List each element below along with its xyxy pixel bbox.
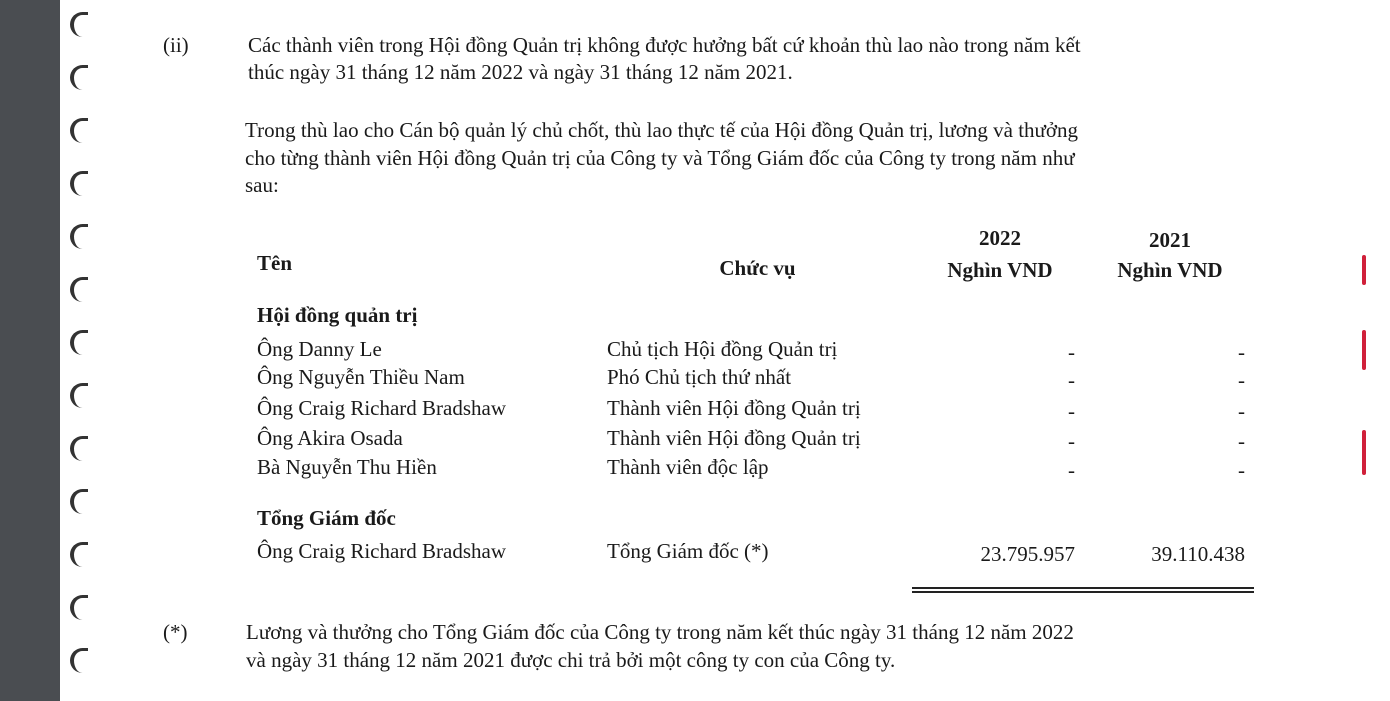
binder-ring-icon — [70, 330, 88, 355]
binder-ring-icon — [70, 171, 88, 196]
header-name: Tên — [257, 251, 293, 275]
footnote-line: Lương và thưởng cho Tổng Giám đốc của Công ty trong năm kết thúc ngày 31 tháng 12 năm 2022 — [246, 620, 1074, 644]
binder-ring-icon — [70, 595, 88, 620]
binder-edge — [0, 0, 60, 701]
header-unit-2022: Nghìn VND — [947, 258, 1053, 282]
header-2021: 2021 — [1149, 228, 1191, 252]
red-stamp-fragment — [1362, 330, 1366, 370]
binder-ring-icon — [70, 224, 88, 249]
row-value-2021: - — [1238, 368, 1245, 392]
red-stamp-fragment — [1362, 255, 1366, 285]
row-name: Ông Craig Richard Bradshaw — [257, 539, 507, 563]
row-value-2021: - — [1238, 399, 1245, 423]
row-value-2022: - — [1068, 458, 1075, 482]
section-title: Tổng Giám đốc — [257, 506, 396, 530]
row-position: Thành viên độc lập — [607, 455, 769, 479]
row-value-2022: - — [1068, 399, 1075, 423]
row-value-2021: 39.110.438 — [1151, 542, 1245, 566]
total-double-rule — [912, 591, 1254, 593]
row-name: Ông Danny Le — [257, 337, 382, 361]
row-name: Ông Nguyễn Thiều Nam — [257, 365, 465, 389]
row-name: Bà Nguyễn Thu Hiền — [257, 455, 437, 479]
note-marker: (ii) — [163, 33, 189, 57]
header-position: Chức vụ — [719, 256, 796, 280]
row-position: Tổng Giám đốc (*) — [607, 539, 769, 563]
binder-ring-icon — [70, 12, 88, 37]
row-name: Ông Craig Richard Bradshaw — [257, 396, 507, 420]
binder-ring-icon — [70, 65, 88, 90]
para-line: Trong thù lao cho Cán bộ quản lý chủ chốt, thù lao thực tế của Hội đồng Quản trị, lương và thưởng — [245, 118, 1079, 142]
row-value-2021: - — [1238, 458, 1245, 482]
footnote-marker: (*) — [163, 620, 188, 644]
binder-ring-icon — [70, 118, 88, 143]
row-value-2022: - — [1068, 340, 1075, 364]
row-value-2021: - — [1238, 429, 1245, 453]
para-line: sau: — [245, 173, 279, 197]
binder-ring-icon — [70, 648, 88, 673]
row-position: Chủ tịch Hội đồng Quản trị — [607, 337, 838, 361]
section-title: Hội đồng quản trị — [257, 303, 418, 327]
binder-ring-icon — [70, 277, 88, 302]
red-stamp-fragment — [1362, 430, 1366, 475]
binder-ring-icon — [70, 542, 88, 567]
row-position: Thành viên Hội đồng Quản trị — [607, 396, 861, 420]
row-position: Phó Chủ tịch thứ nhất — [607, 365, 792, 389]
note-line: Các thành viên trong Hội đồng Quản trị không được hưởng bất cứ khoản thù lao nào trong năm kết — [248, 33, 1081, 57]
header-unit-2021: Nghìn VND — [1117, 258, 1223, 282]
row-name: Ông Akira Osada — [257, 426, 403, 450]
row-value-2022: - — [1068, 429, 1075, 453]
total-double-rule — [912, 587, 1254, 589]
row-value-2022: 23.795.957 — [980, 542, 1075, 566]
binder-ring-icon — [70, 383, 88, 408]
binder-ring-icon — [70, 436, 88, 461]
row-position: Thành viên Hội đồng Quản trị — [607, 426, 861, 450]
note-line: thúc ngày 31 tháng 12 năm 2022 và ngày 31 tháng 12 năm 2021. — [248, 60, 793, 84]
row-value-2021: - — [1238, 340, 1245, 364]
header-2022: 2022 — [979, 226, 1021, 250]
row-value-2022: - — [1068, 368, 1075, 392]
binder-ring-icon — [70, 489, 88, 514]
para-line: cho từng thành viên Hội đồng Quản trị của Công ty và Tổng Giám đốc của Công ty trong năm như — [245, 146, 1075, 170]
footnote-line: và ngày 31 tháng 12 năm 2021 được chi trả bởi một công ty con của Công ty. — [246, 648, 896, 672]
